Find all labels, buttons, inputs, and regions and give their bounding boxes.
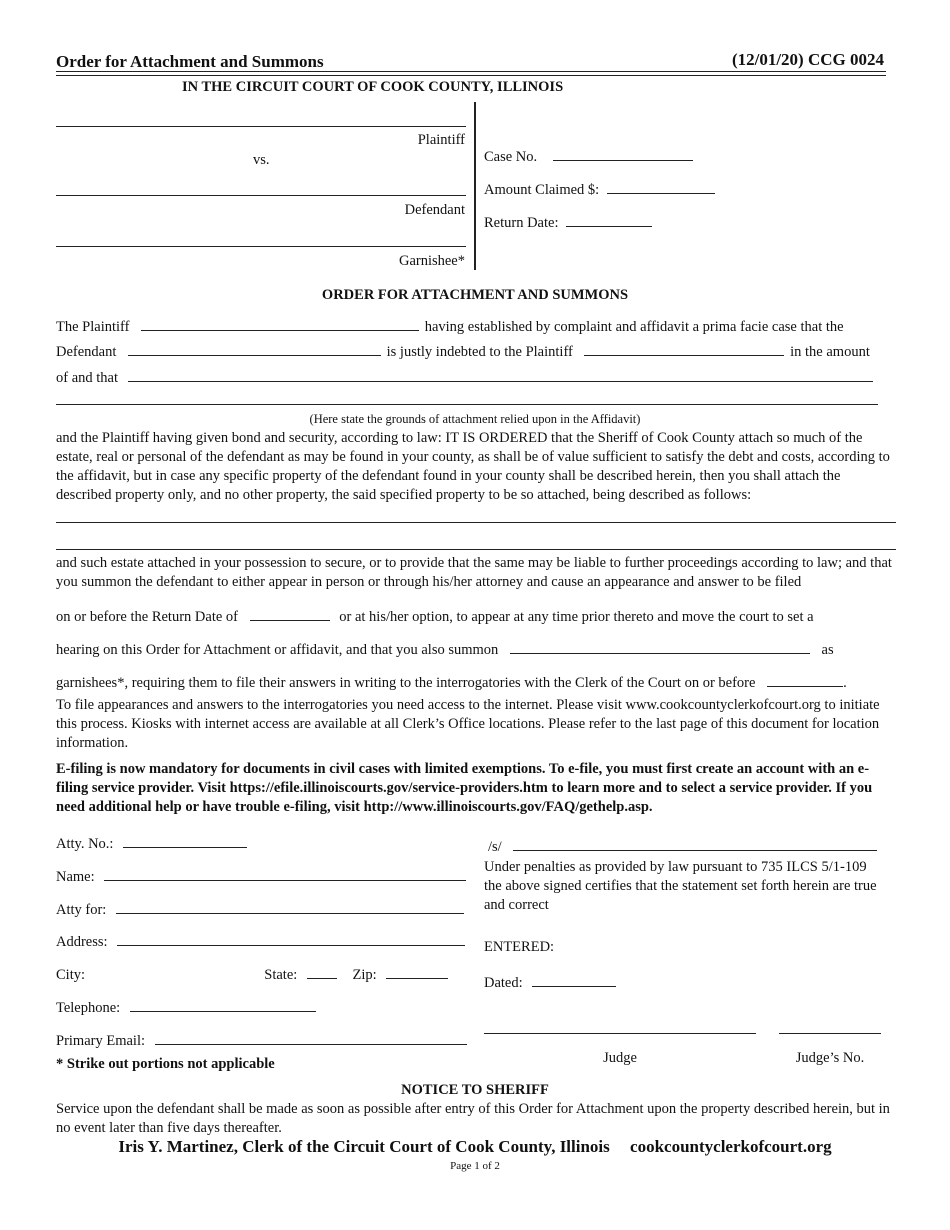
return-date-label: Return Date:	[484, 215, 559, 231]
signature-field[interactable]	[513, 836, 877, 851]
amount-claimed-field[interactable]	[607, 179, 715, 194]
atty-no-label: Atty. No.:	[56, 836, 114, 852]
city-label: City:	[56, 967, 86, 983]
justly-indebted-text: is justly indebted to the Plaintiff	[386, 344, 573, 360]
return-date-row	[484, 212, 652, 233]
judge-signature-line[interactable]	[484, 1033, 756, 1034]
s-label: /s/	[488, 839, 502, 855]
page-number: Page 1 of 2	[450, 1160, 500, 1172]
defendant-label: Defendant	[404, 202, 465, 218]
case-no-field[interactable]	[553, 146, 693, 161]
strike-note: * Strike out portions not applicable	[56, 1056, 275, 1072]
answer-date-field[interactable]	[767, 672, 843, 687]
return-date-field[interactable]	[566, 212, 652, 227]
dated-row	[484, 972, 616, 993]
vs-label: vs.	[253, 152, 270, 168]
grounds-note: (Here state the grounds of attachment relied upon in the Affidavit)	[309, 412, 641, 426]
zip-field[interactable]	[386, 964, 448, 979]
order-line-1	[56, 316, 844, 337]
hearing-line	[56, 639, 834, 660]
certification-text: Under penalties as provided by law pursuant to 735 ILCS 5/1-109 the above signed certifies that the statement set forth herein are true and correct	[484, 859, 877, 913]
name-row	[56, 866, 466, 887]
form-code: (12/01/20) CCG 0024	[731, 50, 884, 69]
state-field[interactable]	[307, 964, 337, 979]
footer-clerk: Iris Y. Martinez, Clerk of the Circuit Court of Cook County, Illinois	[118, 1137, 610, 1156]
notice-text: Service upon the defendant shall be made as soon as possible after entry of this Order for Attachment upon the property described herein, but in no event later than five days thereafter.	[56, 1101, 890, 1136]
order-line-3	[56, 367, 873, 388]
atty-for-row	[56, 899, 464, 920]
city-state-zip-row	[56, 964, 448, 985]
of-and-that-text: of and that	[56, 370, 119, 386]
internet-paragraph: To file appearances and answers to the interrogatories you need access to the internet. Please visit www.cookcountyclerkofcourt.org to initiate this process. Kiosks with internet access are available at all Clerk’s Office locations. Please refer to the last page of this document for location information.	[56, 697, 880, 751]
header-rule-top	[56, 71, 886, 72]
form-title: Order for Attachment and Summons	[56, 52, 324, 71]
dated-field[interactable]	[532, 972, 616, 987]
amount-claimed-label: Amount Claimed $:	[484, 182, 600, 198]
telephone-label: Telephone:	[56, 1000, 121, 1016]
atty-for-label: Atty for:	[56, 902, 107, 918]
return-date-line	[56, 606, 814, 627]
atty-no-row	[56, 833, 247, 854]
address-field[interactable]	[117, 931, 465, 946]
order-heading: ORDER FOR ATTACHMENT AND SUMMONS	[321, 287, 629, 303]
garnishees-text: garnishees*, requiring them to file their answers in writing to the interrogatories with the Clerk of the Court on or before	[56, 675, 756, 691]
telephone-field[interactable]	[130, 997, 316, 1012]
efiling-paragraph: E-filing is now mandatory for documents in civil cases with limited exemptions. To e-file, you must first create an account with an e-filing service provider. Visit https://efile.illinoiscourts.gov/service-providers.htm to learn more and to select a service provider. If you need additional help or have trouble e-filing, visit http://www.illinoiscourts.gov/FAQ/gethelp.asp.	[56, 761, 873, 815]
footer-website[interactable]: cookcountyclerkofcourt.org	[630, 1137, 832, 1156]
property-line-2[interactable]	[56, 549, 896, 550]
address-label: Address:	[56, 934, 108, 950]
dated-label: Dated:	[484, 975, 523, 991]
email-field[interactable]	[155, 1030, 467, 1045]
judges-no-label: Judge’s No.	[795, 1050, 865, 1066]
garnishee-names-field[interactable]	[510, 639, 810, 654]
amount-claimed-row	[484, 179, 715, 200]
email-row	[56, 1030, 467, 1051]
defendant-line[interactable]	[56, 195, 466, 196]
case-no-label: Case No.	[484, 149, 538, 165]
state-label: State:	[264, 967, 298, 983]
order-return-date-field[interactable]	[250, 606, 330, 621]
garnishee-label: Garnishee*	[398, 253, 465, 269]
caption-divider	[474, 102, 476, 270]
having-established-text: having established by complaint and affidavit a prima facie case that the	[424, 319, 844, 335]
plaintiff-line[interactable]	[56, 126, 466, 127]
defendant-text-label: Defendant	[56, 344, 117, 360]
notice-heading: NOTICE TO SHERIFF	[401, 1082, 549, 1098]
garnishees-line	[56, 672, 847, 693]
or-at-option-text: or at his/her option, to appear at any time prior thereto and move the court to set a	[339, 609, 814, 625]
plaintiff-name-field[interactable]	[141, 316, 419, 331]
on-or-before-text: on or before the Return Date of	[56, 609, 238, 625]
signature-row	[488, 836, 877, 857]
name-label: Name:	[56, 869, 95, 885]
zip-label: Zip:	[352, 967, 377, 983]
grounds-field-1[interactable]	[128, 367, 873, 382]
the-plaintiff-label: The Plaintiff	[56, 319, 130, 335]
address-row	[56, 931, 465, 952]
judge-number-line[interactable]	[779, 1033, 881, 1034]
court-name: IN THE CIRCUIT COURT OF COOK COUNTY, ILLINOIS	[182, 79, 564, 95]
footer-clerk-line	[0, 1137, 950, 1156]
telephone-row	[56, 997, 316, 1018]
hearing-text: hearing on this Order for Attachment or affidavit, and that you also summon	[56, 642, 499, 658]
indebted-plaintiff-field[interactable]	[584, 341, 784, 356]
entered-label: ENTERED:	[484, 939, 555, 955]
in-the-amount-text: in the amount	[790, 344, 870, 360]
atty-no-field[interactable]	[123, 833, 247, 848]
summon-paragraph: and such estate attached in your possession to secure, or to provide that the same may be liable to further proceedings according to law; and that you summon the defendant to either appear in person or through his/her attorney and cause an appearance and answer to be filed	[56, 555, 892, 590]
name-field[interactable]	[104, 866, 466, 881]
period-text: .	[843, 675, 847, 691]
judge-label: Judge	[603, 1050, 637, 1066]
case-no-row	[484, 146, 693, 167]
garnishee-line[interactable]	[56, 246, 466, 247]
order-line-2	[56, 341, 870, 362]
as-text: as	[821, 642, 834, 658]
property-line-1[interactable]	[56, 522, 896, 523]
plaintiff-label: Plaintiff	[417, 132, 465, 148]
grounds-field-2[interactable]	[56, 404, 878, 405]
atty-for-field[interactable]	[116, 899, 464, 914]
header-rule-bottom	[56, 75, 886, 76]
email-label: Primary Email:	[56, 1033, 145, 1049]
attachment-paragraph: and the Plaintiff having given bond and security, according to law: IT IS ORDERED that the Sheriff of Cook County attach so much of the estate, real or personal of the defendant as may be found in your county, as shall be of value sufficient to satisfy the debt and costs, according to the affidavit, but in case any specific property of the defendant found in your county shall be described herein, then you shall attach the described property only, and no other property, the said specified property to be so attached, being described as follows:	[56, 430, 890, 503]
defendant-name-field[interactable]	[128, 341, 381, 356]
